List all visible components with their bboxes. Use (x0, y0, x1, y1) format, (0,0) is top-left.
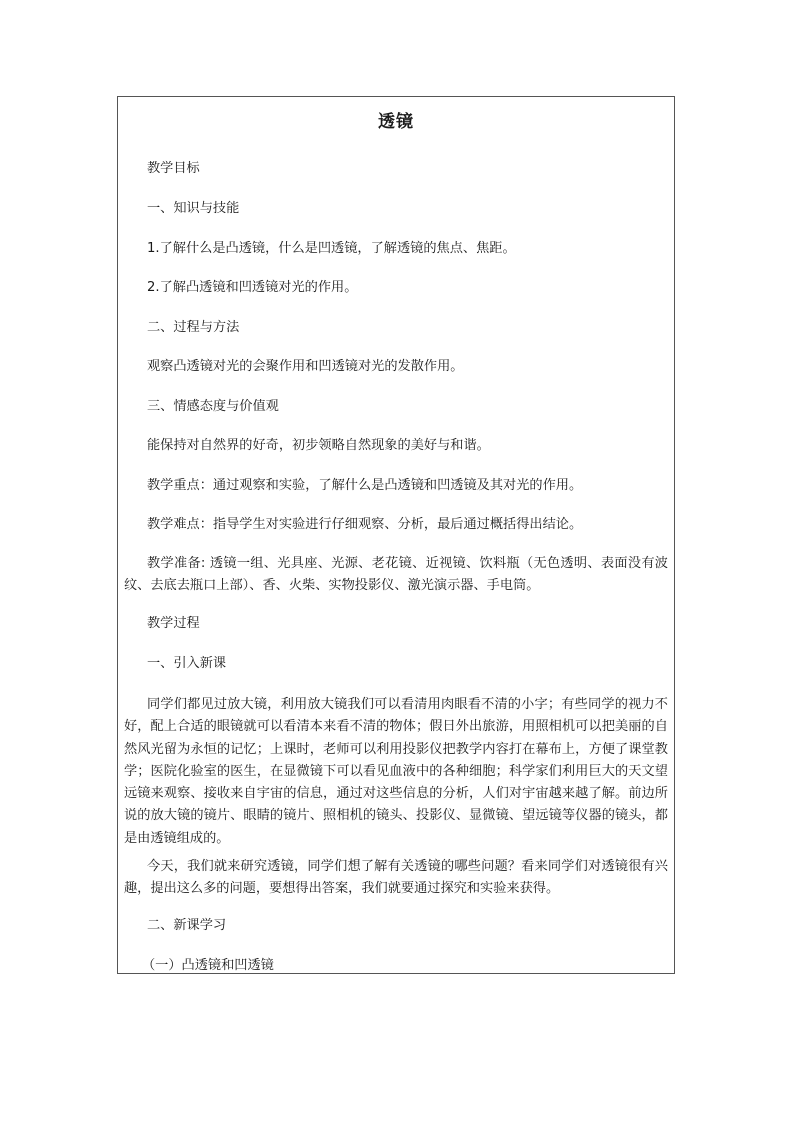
goal-item-1: 1.了解什么是凸透镜，什么是凹透镜，了解透镜的焦点、焦距。 (147, 241, 516, 256)
heading-process-methods: 二、过程与方法 (147, 320, 240, 335)
page-title: 透镜 (378, 112, 414, 132)
document-frame (117, 96, 675, 974)
key-points: 教学重点：通过观察和实验，了解什么是凸透镜和凹透镜及其对光的作用。 (147, 478, 583, 493)
heading-attitude-values: 三、情感态度与价值观 (147, 399, 279, 414)
today-paragraph: 今天，我们就来研究透镜，同学们想了解有关透镜的哪些问题？看来同学们对透镜很有兴趣，提出这么多的问题，要想得出答案，我们就要通过探究和实验来获得。 (124, 859, 668, 897)
introduction-paragraph: 同学们都见过放大镜，利用放大镜我们可以看清用肉眼看不清的小字；有些同学的视力不好，配上合适的眼镜就可以看清本来看不清的物体；假日外出旅游，用照相机可以把美丽的自然风光留为永恒的记忆；上课时，老师可以利用投影仪把教学内容打在幕布上，方便了课堂教学；医院化验室的医生，在显微镜下可以看见血液中的各种细胞；科学家们利用巨大的天文望远镜来观察、接收来自宇宙的信息，通过对这些信息的分析，人们对宇宙越来越了解。前边所说的放大镜的镜片、眼睛的镜片、照相机的镜头、投影仪、显微镜、望远镜等仪器的镜头，都是由透镜组成的。 (124, 697, 668, 846)
heading-teaching-process: 教学过程 (147, 616, 200, 631)
heading-new-lesson: 二、新课学习 (147, 918, 227, 933)
subheading-convex-concave: （一）凸透镜和凹透镜 (142, 958, 274, 973)
heading-introduction: 一、引入新课 (147, 656, 227, 671)
goal-item-2: 2.了解凸透镜和凹透镜对光的作用。 (147, 280, 358, 295)
attitude-values-text: 能保持对自然界的好奇，初步领略自然现象的美好与和谐。 (147, 438, 490, 453)
heading-knowledge-skills: 一、知识与技能 (147, 201, 240, 216)
heading-teaching-goals: 教学目标 (147, 161, 200, 176)
difficult-points: 教学难点：指导学生对实验进行仔细观察、分析，最后通过概括得出结论。 (147, 517, 583, 532)
process-methods-text: 观察凸透镜对光的会聚作用和凹透镜对光的发散作用。 (147, 359, 464, 374)
teaching-preparation: 教学准备: 透镜一组、光具座、光源、老花镜、近视镜、饮料瓶（无色透明、表面没有波纹、去底去瓶口上部）、香、火柴、实物投影仪、激光演示器、手电筒。 (124, 556, 668, 594)
